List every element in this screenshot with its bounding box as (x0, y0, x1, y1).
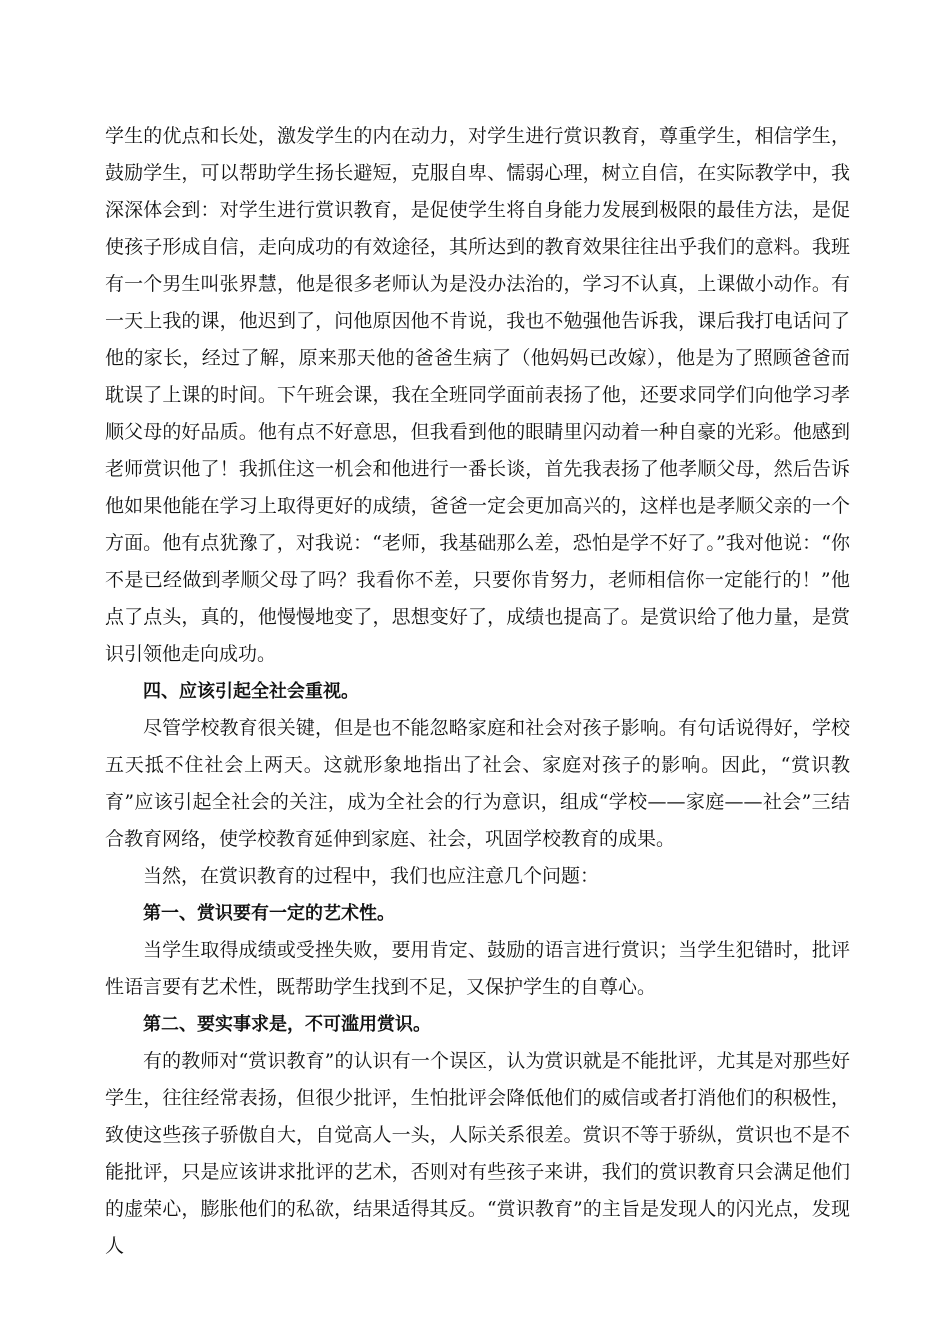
body-paragraph-artistry: 当学生取得成绩或受挫失败，要用肯定、鼓励的语言进行赏识；当学生犯错时，批评性语言要有艺术性，既帮助学生找到不足，又保护学生的自尊心。 (105, 939, 850, 998)
section-heading-four: 四、应该引起全社会重视。 (143, 681, 359, 702)
subheading-first: 第一、赏识要有一定的艺术性。 (143, 903, 395, 924)
body-paragraph-issues-intro: 当然，在赏识教育的过程中，我们也应注意几个问题： (143, 865, 600, 887)
body-paragraph-society: 尽管学校教育很关键，但是也不能忽略家庭和社会对孩子影响。有句话说得好，学校五天抵不住社会上两天。这就形象地指出了社会、家庭对孩子的影响。因此，“赏识教育”应该引起全社会的关注，成为全社会的行为意识，组成“学校——家庭——社会”三结合教育网络，使学校教育延伸到家庭、社会，巩固学校教育的成果。 (105, 717, 850, 850)
body-paragraph-continuation: 学生的优点和长处，激发学生的内在动力，对学生进行赏识教育，尊重学生，相信学生，鼓励学生，可以帮助学生扬长避短，克服自卑、懦弱心理，树立自信，在实际教学中，我深深体会到：对学生进行赏识教育，是促使学生将自身能力发展到极限的最佳方法，是促使孩子形成自信，走向成功的有效途径，其所达到的教育效果往往出乎我们的意料。我班有一个男生叫张界慧，他是很多老师认为是没办法治的，学习不认真，上课做小动作。有一天上我的课，他迟到了，问他原因他不肯说，我也不勉强他告诉我，课后我打电话问了他的家长，经过了解，原来那天他的爸爸生病了（他妈妈已改嫁），他是为了照顾爸爸而耽误了上课的时间。下午班会课，我在全班同学面前表扬了他，还要求同学们向他学习孝顺父母的好品质。他有点不好意思，但我看到他的眼睛里闪动着一种自豪的光彩。他感到老师赏识他了！我抓住这一机会和他进行一番长谈，首先我表扬了他孝顺父母，然后告诉他如果他能在学习上取得更好的成绩，爸爸一定会更加高兴的，这样也是孝顺父亲的一个方面。他有点犹豫了，对我说：“老师，我基础那么差，恐怕是学不好了。”我对他说：“你不是已经做到孝顺父母了吗？我看你不差，只要你肯努力，老师相信你一定能行的！”他点了点头，真的，他慢慢地变了，思想变好了，成绩也提高了。是赏识给了他力量，是赏识引领他走向成功。 (105, 125, 850, 665)
body-paragraph-misuse: 有的教师对“赏识教育”的认识有一个误区，认为赏识就是不能批评，尤其是对那些好学生，往往经常表扬，但很少批评，生怕批评会降低他们的威信或者打消他们的积极性，致使这些孩子骄傲自大，自觉高人一头，人际关系很差。赏识不等于骄纵，赏识也不是不能批评，只是应该讲求批评的艺术，否则对有些孩子来讲，我们的赏识教育只会满足他们的虚荣心，膨胀他们的私欲，结果适得其反。“赏识教育”的主旨是发现人的闪光点，发现人 (105, 1050, 850, 1257)
document-body (105, 118, 850, 1265)
subheading-second: 第二、要实事求是，不可滥用赏识。 (143, 1014, 431, 1035)
